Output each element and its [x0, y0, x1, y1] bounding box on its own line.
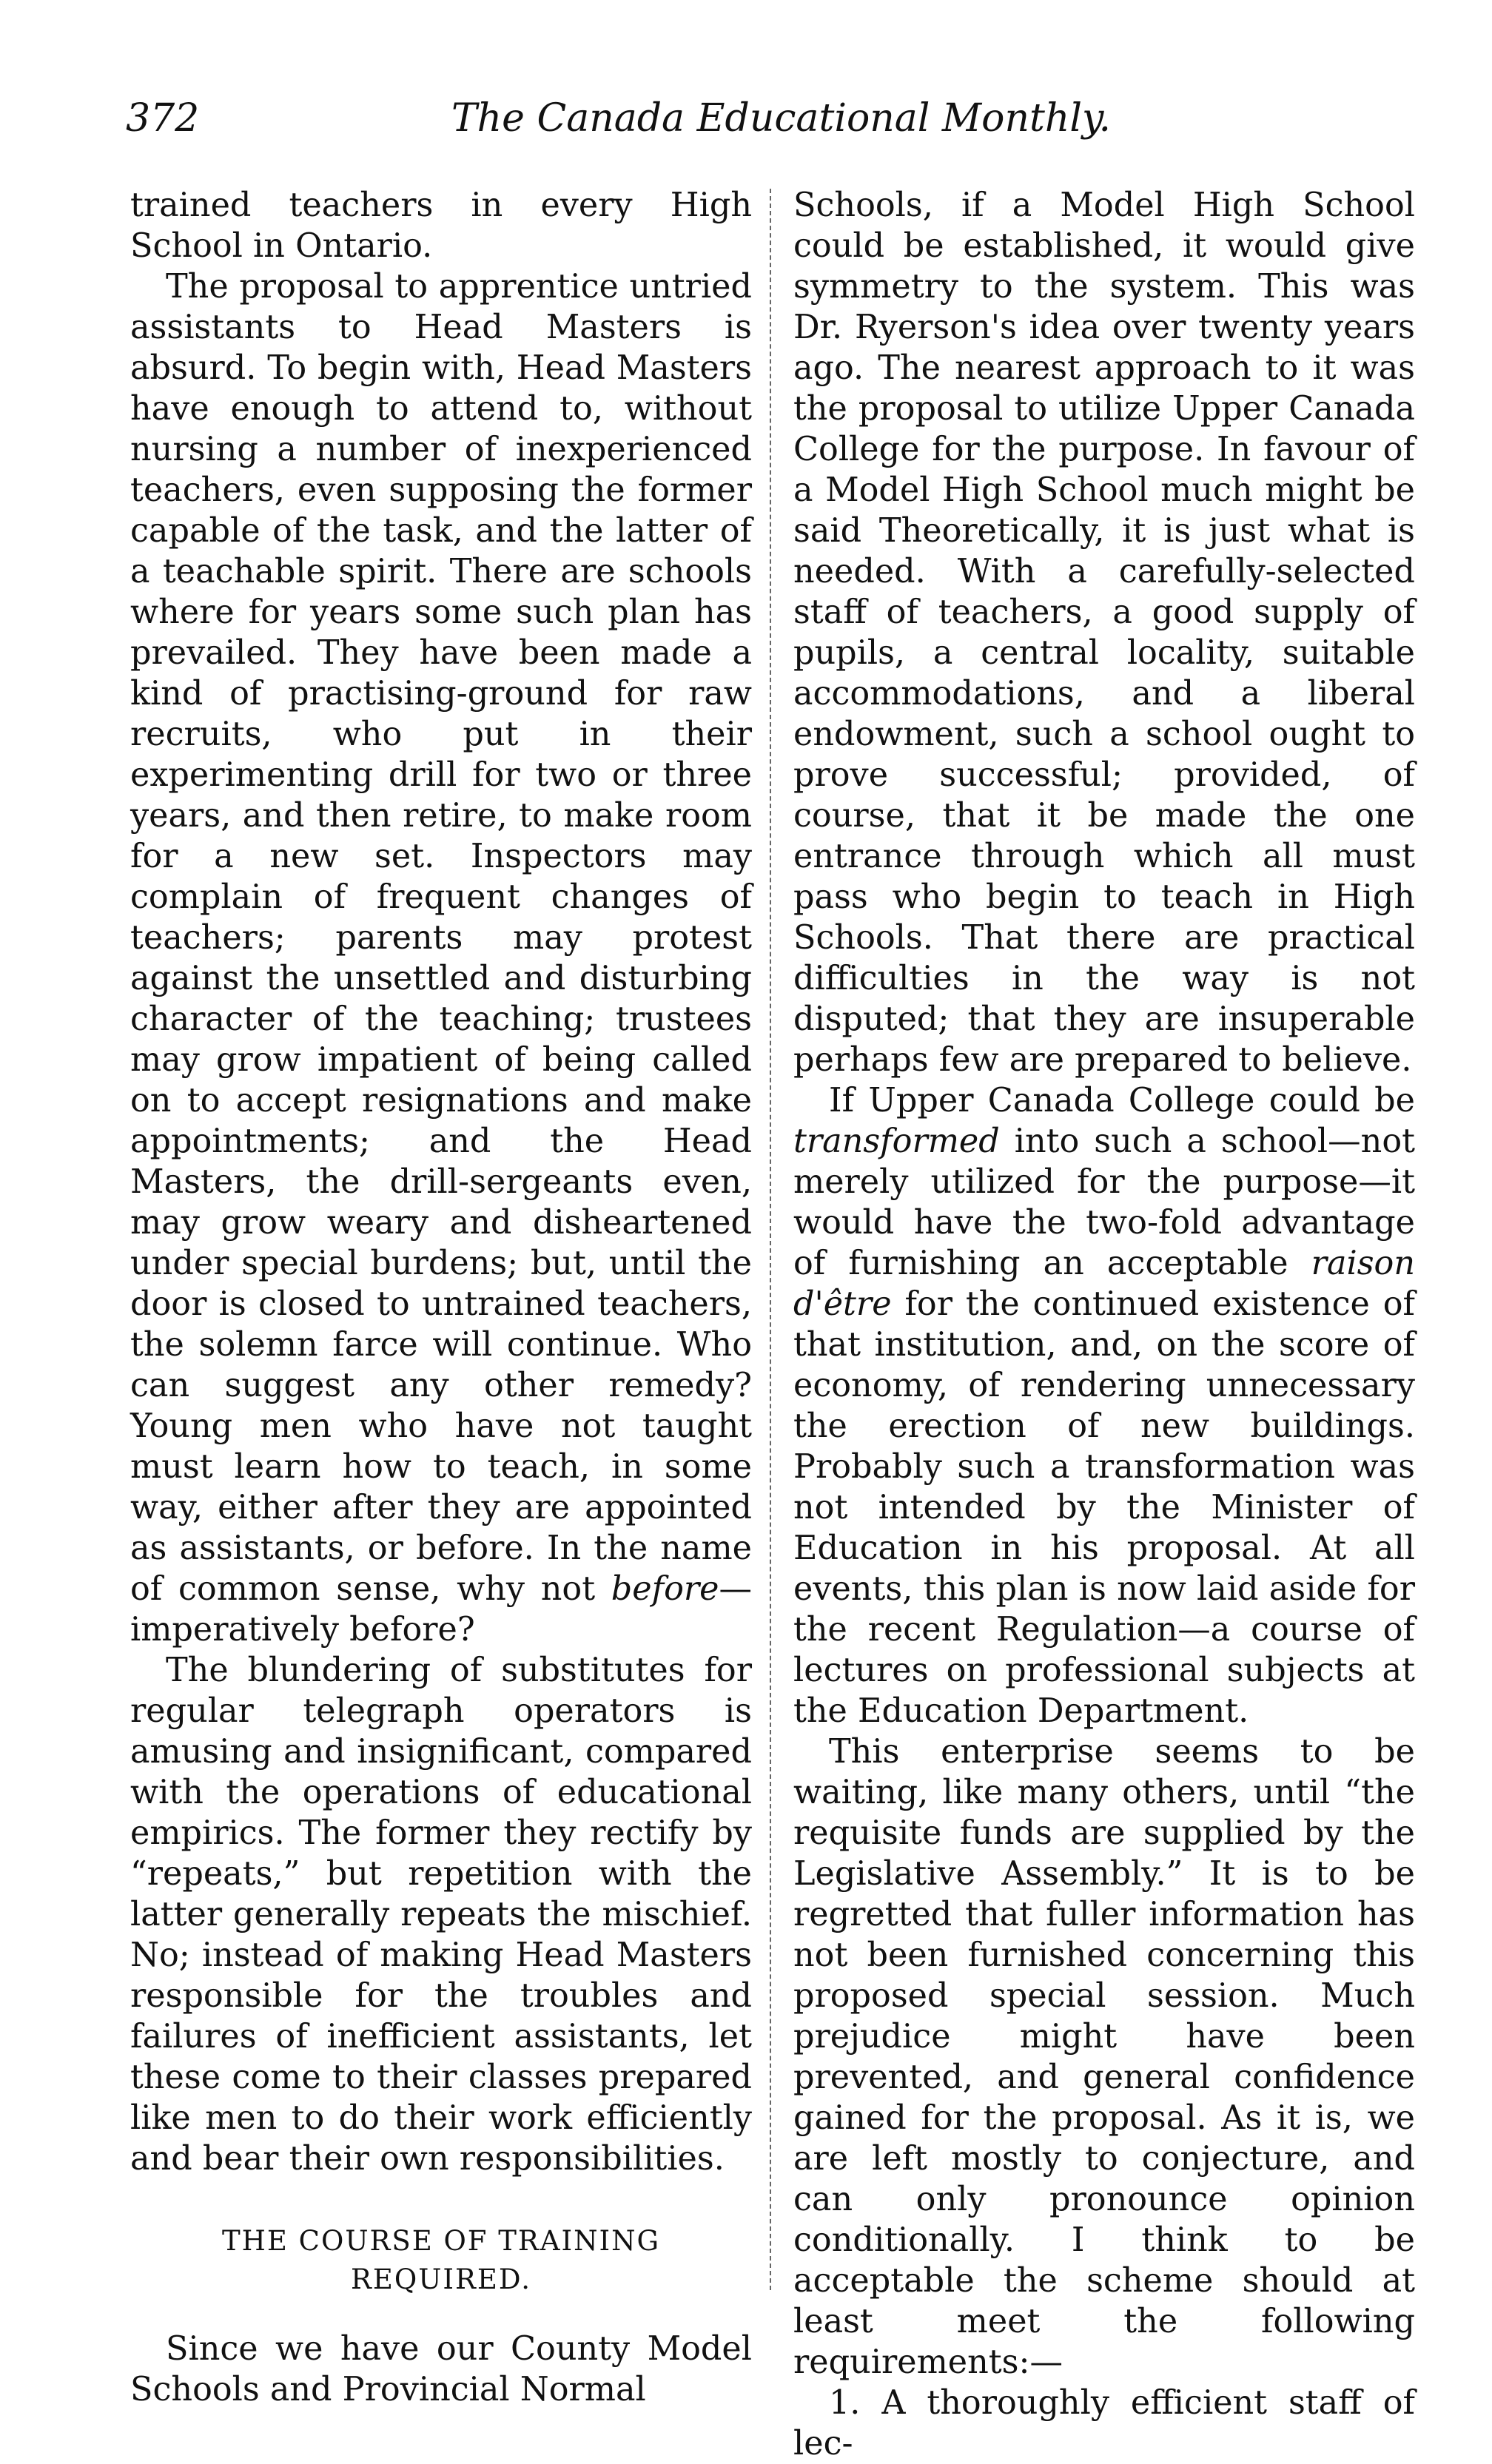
paragraph-text: into such a school—not merely utilized for the purpose—it would have the two-fold advantage of furnishing an acceptable: [793, 1122, 1415, 1282]
left-column: [130, 185, 752, 2410]
section-heading: [130, 2222, 752, 2299]
emphasis: before: [611, 1570, 719, 1608]
section-heading-line: REQUIRED.: [351, 2263, 531, 2295]
paragraph: This enterprise seems to be waiting, like many others, until “the requisite funds are supplied by the Legislative Assembly.” It is to be regretted that fuller information has not been furnished concerning this proposed special session. Much prejudice might have been prevented, and general confidence gained for the proposal. As it is, we are left mostly to conjecture, and can only pronounce opinion conditionally. I think to be acceptable the scheme should at least meet the following requirements:—: [793, 1733, 1415, 2381]
section-heading-line: THE COURSE OF TRAINING: [221, 2225, 661, 2257]
paragraph: 1. A thoroughly efficient staff of lec-: [793, 2384, 1415, 2463]
paragraph: Since we have our County Model Schools and Provincial Normal: [130, 2330, 752, 2409]
paragraph: [793, 1080, 1415, 1731]
running-title: The Canada Educational Monthly.: [451, 96, 1111, 141]
paragraph-text: If Upper Canada College could be: [829, 1082, 1415, 1120]
paragraph: trained teachers in every High School in Ontario.: [130, 186, 752, 265]
paragraph: The blundering of substitutes for regular telegraph operators is amusing and insignificant, compared with the operations of educational empirics. The former they rectify by “repeats,” but repetition with the latter generally repeats the mischief. No; instead of making Head Masters responsible for the troubles and failures of inefficient assistants, let these come to their classes prepared like men to do their work efficiently and bear their own responsibilities.: [130, 1652, 752, 2178]
paragraph-text: The proposal to apprentice untried assistants to Head Masters is absurd. To begin with, Head Masters have enough to attend to, without nursing a number of inexperienced teachers, even supposing the former capable of the task, and the latter of a teachable spirit. There are schools where for years some such plan has prevailed. They have been made a kind of practising-ground for raw recruits, who put in their experimenting drill for two or three years, and then retire, to make room for a new set. Inspectors may complain of frequent changes of teachers; parents may protest against the unsettled and disturbing character of the teaching; trustees may grow impatient of being called on to accept resignations and make appointments; and the Head Masters, the drill-sergeants even, may grow weary and disheartened under special burdens; but, until the door is closed to untrained teachers, the solemn farce will continue. Who can suggest any other remedy? Young men who have not taught must learn how to teach, in some way, either after they are appointed as assistants, or before. In the name of common sense, why not: [130, 268, 752, 1608]
paragraph-text: for the continued existence of that institution, and, on the score of economy, of rendering unnecessary the erection of new buildings. Probably such a transformation was not intended by the Minister of Education in his proposal. At all events, this plan is now laid aside for the recent Regulation—a course of lectures on professional subjects at the Education Department.: [793, 1285, 1415, 1730]
paragraph-text: —imperatively before?: [130, 1570, 752, 1649]
emphasis: transformed: [793, 1122, 1000, 1160]
paragraph: Schools, if a Model High School could be established, it would give symmetry to the system. This was Dr. Ryerson's idea over twenty years ago. The nearest approach to it was the proposal to utilize Upper Canada College for the purpose. In favour of a Model High School much might be said Theoretically, it is just what is needed. With a carefully-selected staff of teachers, a good supply of pupils, a central locality, suitable accommodations, and a liberal endowment, such a school ought to prove successful; provided, of course, that it be made the one entrance through which all must pass who begin to teach in High Schools. That there are practical difficulties in the way is not disputed; that they are insuperable perhaps few are prepared to believe.: [793, 186, 1415, 1079]
column-divider: [770, 189, 771, 2290]
right-column: [793, 185, 1415, 2464]
emphasis: raison d'être: [793, 1245, 1415, 1323]
page-number: 372: [126, 96, 200, 141]
paragraph: [130, 266, 752, 1650]
page-header: [126, 96, 1406, 155]
